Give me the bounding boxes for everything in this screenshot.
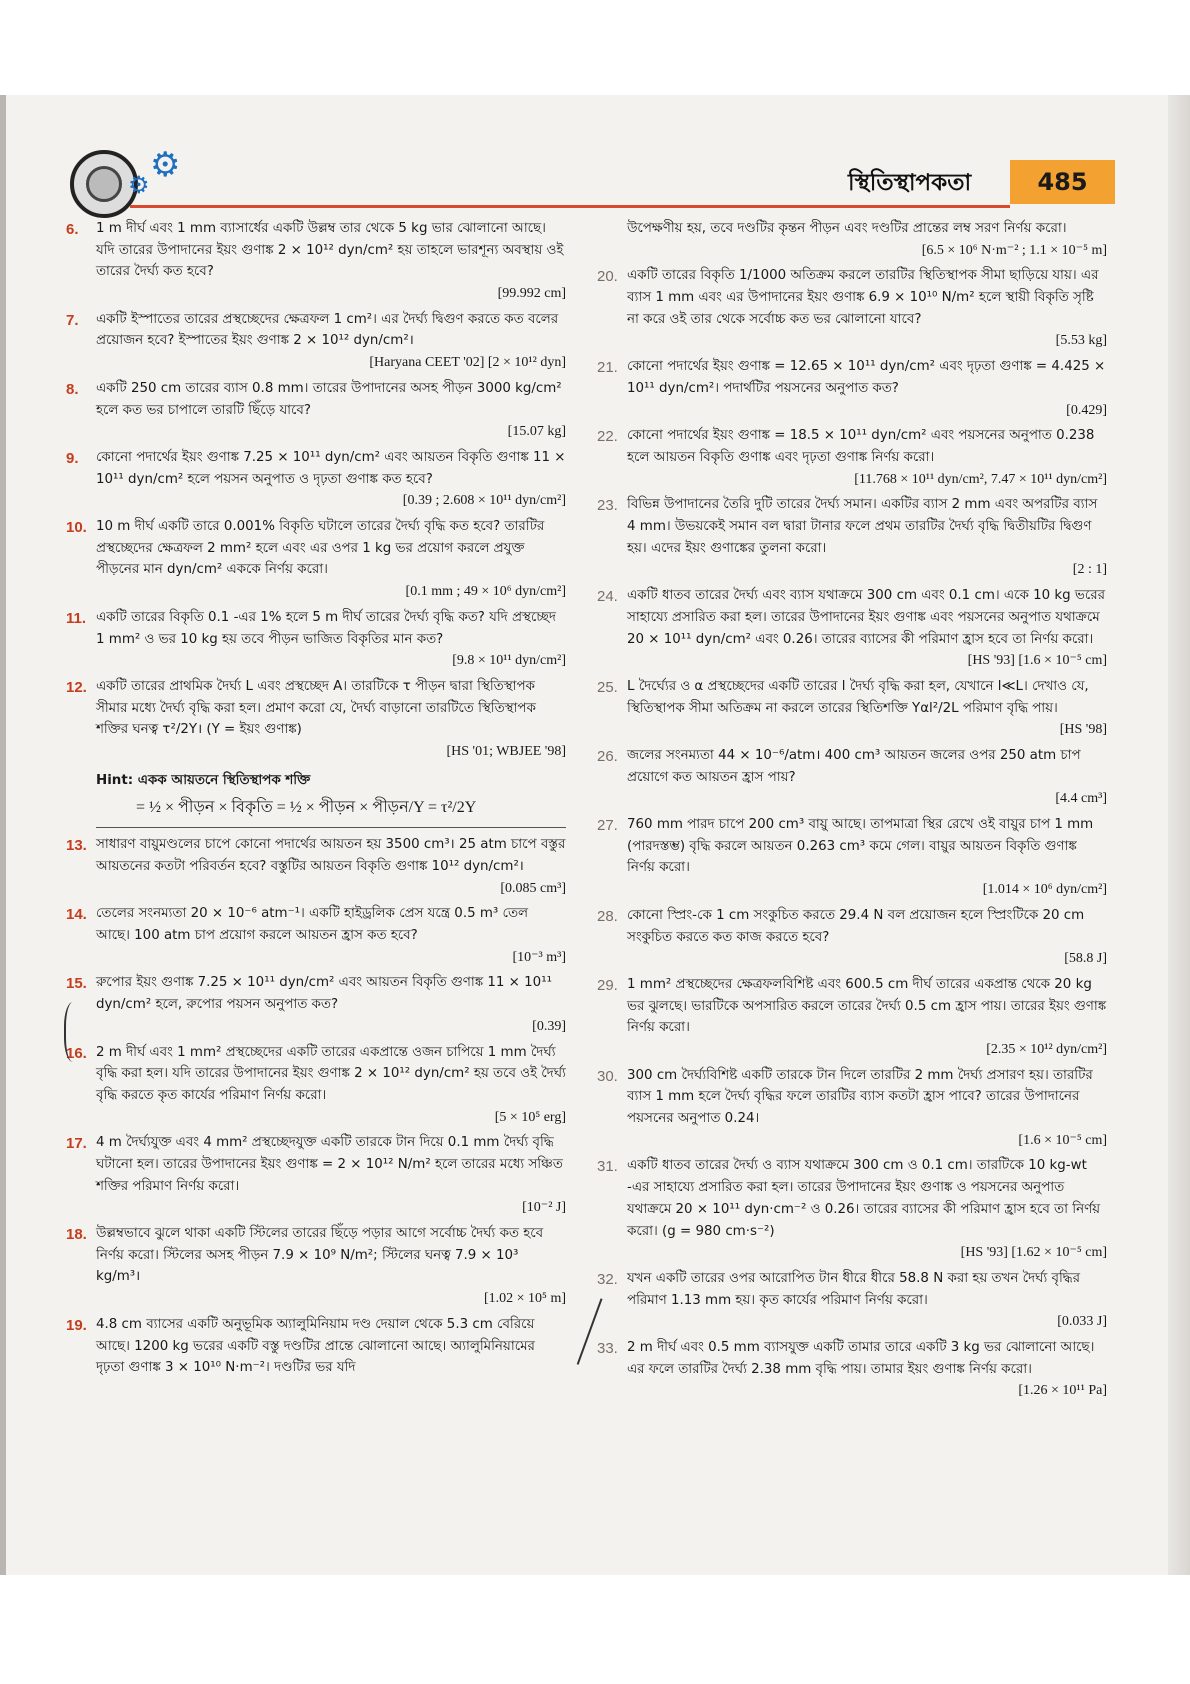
question-text: 2 m দীর্ঘ এবং 1 mm² প্রস্থচ্ছেদের একটি তারের একপ্রান্তে ওজন চাপিয়ে 1 mm দৈর্ঘ্য বৃদ্ধি করা হল। যদি তারের উপাদানের ইয়ং গুণাঙ্ক 2 × 10¹² dyn/cm² হয় তবে ওই দৈর্ঘ্য বৃদ্ধি করতে কৃত কার্যের পরিমাণ নির্ণয় করো।	[96, 1044, 566, 1103]
answer: [0.1 mm ; 49 × 10⁶ dyn/cm²]	[405, 584, 566, 600]
question-item	[66, 676, 566, 764]
question-number: 30.	[597, 1067, 618, 1085]
question-text: তেলের সংনম্যতা 20 × 10⁻⁶ atm⁻¹। একটি হাইড্রলিক প্রেস যন্ত্রে 0.5 m³ তেল আছে। 100 atm চাপ প্রয়োগ করলে আয়তন হ্রাস কত হবে?	[96, 906, 528, 944]
question-number: 15.	[66, 975, 87, 993]
hint-title: Hint: একক আয়তনে স্থিতিস্থাপক শক্তি	[96, 772, 311, 788]
question-text: L দৈর্ঘ্যের ও α প্রস্থচ্ছেদের একটি তারের l দৈর্ঘ্য বৃদ্ধি করা হল, যেখানে l≪L। দেখাও যে, স্থিতিস্থাপক সীমা অতিক্রম না করলে তারের স্থিতিশক্তি Yαl²/2L পরিমাণ বৃদ্ধি পায়।	[627, 678, 1089, 716]
question-item	[597, 1268, 1107, 1334]
answer: [11.768 × 10¹¹ dyn/cm², 7.47 × 10¹¹ dyn/cm²]	[854, 471, 1107, 487]
answer: [1.6 × 10⁻⁵ cm]	[1018, 1132, 1107, 1148]
question-item	[597, 905, 1107, 971]
question-item	[66, 218, 566, 306]
question-text: কোনো স্প্রিং-কে 1 cm সংকুচিত করতে 29.4 N বল প্রয়োজন হলে স্প্রিংটিকে 20 cm সংকুচিত করতে কত কাজ করতে হবে?	[627, 907, 1085, 945]
question-number: 16.	[66, 1044, 87, 1062]
right-column	[597, 218, 1107, 1406]
answer: [HS '01; WBJEE '98]	[446, 743, 566, 759]
question-item	[66, 1223, 566, 1311]
question-text: 10 m দীর্ঘ একটি তারে 0.001% বিকৃতি ঘটালে তারের দৈর্ঘ্য বৃদ্ধি কত হবে? তারটির প্রস্থচ্ছেদের ক্ষেত্রফল 2 mm² হলে এবং এর ওপর 1 kg ভর প্রয়োগ করলে প্রযুক্ত পীড়নের মান dyn/cm² এককে নির্ণয় করো।	[96, 519, 545, 578]
question-number: 7.	[66, 311, 79, 329]
answer: [HS '98]	[1059, 722, 1107, 738]
question-number: 22.	[597, 428, 618, 446]
question-item	[597, 1155, 1107, 1264]
page-number: 485	[1010, 160, 1115, 204]
question-text: 4.8 cm ব্যাসের একটি অনুভূমিক অ্যালুমিনিয়াম দণ্ড দেয়াল থেকে 5.3 cm বেরিয়ে আছে। 1200 kg ভরের একটি বস্তু দণ্ডটির প্রান্তে ঝোলানো আছে। অ্যালুমিনিয়ামের দৃঢ়তা গুণাঙ্ক 3 × 10¹⁰ N·m⁻²। দণ্ডটির ভর যদি	[96, 1316, 535, 1376]
question-number: 11.	[66, 609, 87, 627]
separator	[96, 827, 566, 828]
answer: [0.39]	[532, 1018, 566, 1034]
answer: [0.033 J]	[1057, 1314, 1107, 1330]
answer: [9.8 × 10¹¹ dyn/cm²]	[452, 653, 566, 669]
question-text: উল্লম্বভাবে ঝুলে থাকা একটি স্টিলের তারের ছিঁড়ে পড়ার আগে সর্বোচ্চ দৈর্ঘ্য কত হবে নির্ণয় করো। স্টিলের অসহ পীড়ন 7.9 × 10⁹ N/m²; স্টিলের ঘনত্ব 7.9 × 10³ kg/m³।	[96, 1226, 544, 1285]
hint-box	[96, 770, 566, 822]
page-edge	[1168, 95, 1190, 1575]
answer: [1.26 × 10¹¹ Pa]	[1018, 1383, 1107, 1399]
answer: [0.085 cm³]	[500, 880, 566, 896]
answer: [2.35 × 10¹² dyn/cm²]	[986, 1042, 1107, 1057]
answer: [5 × 10⁵ erg]	[494, 1109, 566, 1125]
answer: [4.4 cm³]	[1055, 791, 1107, 807]
question-number: 24.	[597, 588, 618, 606]
question-item	[66, 516, 566, 604]
answer: [10⁻³ m³]	[512, 949, 566, 965]
question-number: 18.	[66, 1226, 87, 1244]
question-text: 4 m দৈর্ঘ্যযুক্ত এবং 4 mm² প্রস্থচ্ছেদযুক্ত একটি তারকে টান দিয়ে 0.1 mm দৈর্ঘ্য বৃদ্ধি ঘটানো হল। তারের উপাদানের ইয়ং গুণাঙ্ক = 2 × 10¹² N/m² হলে তারের মধ্যে সঞ্চিত শক্তির পরিমাণ নির্ণয় করো।	[96, 1135, 563, 1194]
question-item	[597, 745, 1107, 811]
question-number: 10.	[66, 519, 87, 537]
question-text: একটি ধাতব তারের দৈর্ঘ্য এবং ব্যাস যথাক্রমে 300 cm এবং 0.1 cm। একে 10 kg ভরের সাহায্যে প্রসারিত করা হল। তারের উপাদানের ইয়ং গুণাঙ্ক এবং পয়সনের অনুপাত যথাক্রমে 20 × 10¹¹ dyn/cm² এবং 0.26। তারের ব্যাসের কী পরিমাণ হ্রাস হবে তা নির্ণয় করো।	[627, 588, 1105, 647]
question-item	[597, 218, 1107, 262]
question-number: 29.	[597, 976, 618, 994]
question-item	[597, 494, 1107, 582]
question-text: কোনো পদার্থের ইয়ং গুণাঙ্ক = 18.5 × 10¹¹ dyn/cm² এবং পয়সনের অনুপাত 0.238 হলে আয়তন বিকৃতি গুণাঙ্ক এবং দৃঢ়তা গুণাঙ্ক নির্ণয় করো।	[627, 428, 1095, 465]
answer: [99.992 cm]	[497, 286, 566, 302]
question-text: কোনো পদার্থের ইয়ং গুণাঙ্ক = 12.65 × 10¹¹ dyn/cm² এবং দৃঢ়তা গুণাঙ্ক = 4.425 × 10¹¹ dyn/cm²। পদার্থটির পয়সনের অনুপাত কত?	[627, 359, 1106, 396]
answer: [6.5 × 10⁶ N·m⁻² ; 1.1 × 10⁻⁵ m]	[921, 242, 1107, 258]
question-text: একটি ইস্পাতের তারের প্রস্থচ্ছেদের ক্ষেত্রফল 1 cm²। এর দৈর্ঘ্য দ্বিগুণ করতে কত বলের প্রয়োজন হবে? ইস্পাতের ইয়ং গুণাঙ্ক 2 × 10¹² dyn/cm²।	[96, 311, 559, 349]
chapter-title: স্থিতিস্থাপকতা	[848, 170, 972, 196]
question-number: 26.	[597, 747, 618, 765]
question-item	[66, 972, 566, 1038]
answer: [1.02 × 10⁵ m]	[484, 1291, 566, 1307]
answer: [2 : 1]	[1072, 562, 1107, 578]
answer: [5.53 kg]	[1055, 333, 1107, 349]
question-number: 23.	[597, 497, 618, 515]
question-text: একটি 250 cm তারের ব্যাস 0.8 mm। তারের উপাদানের অসহ পীড়ন 3000 kg/cm² হলে কত ভর চাপালে তারটি ছিঁড়ে যাবে?	[96, 380, 562, 418]
answer: [Haryana CEET '02] [2 × 10¹² dyn]	[369, 355, 566, 371]
small-gear-icon: ⚙	[128, 171, 150, 199]
answer: [1.014 × 10⁶ dyn/cm²]	[982, 882, 1107, 898]
question-item	[597, 356, 1107, 422]
question-text: যখন একটি তারের ওপর আরোপিত টান ধীরে ধীরে 58.8 N করা হয় তখন দৈর্ঘ্য বৃদ্ধির পরিমাণ 1.13 mm হয়। কৃত কার্যের পরিমাণ নির্ণয় করো।	[627, 1270, 1080, 1308]
question-item	[66, 834, 566, 900]
question-item	[597, 425, 1107, 491]
pencil-mark	[64, 1002, 86, 1062]
question-item	[597, 265, 1107, 353]
question-text: একটি তারের বিকৃতি 1/1000 অতিক্রম করলে তারটির স্থিতিস্থাপক সীমা ছাড়িয়ে যায়। এর ব্যাস 1 mm এবং এর উপাদানের ইয়ং গুণাঙ্ক 6.9 × 10¹⁰ N/m² হলে স্থায়ী বিকৃতি সৃষ্টি না করে ওই তার থেকে সর্বোচ্চ কত ভর ঝোলানো যাবে?	[627, 268, 1099, 327]
answer: [HS '93] [1.6 × 10⁻⁵ cm]	[967, 653, 1107, 669]
question-item	[66, 1132, 566, 1220]
question-number: 32.	[597, 1270, 618, 1288]
header-rule	[130, 205, 1010, 208]
question-item	[597, 974, 1107, 1062]
answer: [15.07 kg]	[507, 424, 566, 440]
question-text: একটি তারের প্রাথমিক দৈর্ঘ্য L এবং প্রস্থচ্ছেদ A। তারটিকে τ পীড়ন দ্বারা স্থিতিস্থাপক সীমার মধ্যে দৈর্ঘ্য বৃদ্ধি করা হল। প্রমাণ করো যে, দৈর্ঘ্য বাড়ানো তারটিতে স্থিতিস্থাপক শক্তির ঘনত্ব τ²/2Y। (Y = ইয়ং গুণাঙ্ক)	[96, 678, 536, 738]
question-text: 760 mm পারদ চাপে 200 cm³ বায়ু আছে। তাপমাত্রা স্থির রেখে ওই বায়ুর চাপ 1 mm (পারদস্তম্ভ) বৃদ্ধি করলে আয়তন 0.263 cm³ কমে গেল। বায়ুর আয়তন বিকৃতি গুণাঙ্ক নির্ণয় করো।	[627, 817, 1094, 876]
question-item	[66, 1042, 566, 1130]
answer: [10⁻² J]	[522, 1200, 566, 1216]
answer: [0.39 ; 2.608 × 10¹¹ dyn/cm²]	[402, 493, 566, 509]
question-number: 12.	[66, 678, 87, 696]
question-text: 1 mm² প্রস্থচ্ছেদের ক্ষেত্রফলবিশিষ্ট এবং 600.5 cm দীর্ঘ তারের একপ্রান্ত থেকে 20 kg ভর ঝুলছে। ভারটিকে অপসারিত করলে তারের দৈর্ঘ্য 0.5 cm হ্রাস পায়। তারের ইয়ং গুণাঙ্ক নির্ণয় করো।	[627, 976, 1107, 1036]
question-item	[66, 1314, 566, 1379]
question-text: কোনো পদার্থের ইয়ং গুণাঙ্ক 7.25 × 10¹¹ dyn/cm² এবং আয়তন বিকৃতি গুণাঙ্ক 11 × 10¹¹ dyn/cm² হলে পয়সন অনুপাত ও দৃঢ়তা গুণাঙ্ক কত হবে?	[96, 449, 566, 487]
question-text: 2 m দীর্ঘ এবং 0.5 mm ব্যাসযুক্ত একটি তামার তারে একটি 3 kg ভর ঝোলানো আছে। এর ফলে তারটির দৈর্ঘ্য 2.38 mm বৃদ্ধি পায়। তামার ইয়ং গুণাঙ্ক নির্ণয় করো।	[627, 1340, 1095, 1377]
question-text: সাধারণ বায়ুমণ্ডলের চাপে কোনো পদার্থের আয়তন হয় 3500 cm³। 25 atm চাপে বস্তুর আয়তনের কতটা পরিবর্তন হবে? বস্তুটির আয়তন বিকৃতি গুণাঙ্ক 10¹² dyn/cm²।	[96, 837, 566, 874]
hint-equation: = ½ × পীড়ন × বিকৃতি = ½ × পীড়ন × পীড়ন/Y = τ²/2Y	[136, 799, 477, 817]
question-number: 9.	[66, 449, 79, 467]
question-number: 21.	[597, 359, 618, 377]
question-text: একটি তারের বিকৃতি 0.1 -এর 1% হলে 5 m দীর্ঘ তারের দৈর্ঘ্য বৃদ্ধি কত? যদি প্রস্থচ্ছেদ 1 mm² ও ভর 10 kg হয় তবে পীড়ন ভাজিত বিকৃতির মান কত?	[96, 609, 556, 647]
question-item	[597, 1065, 1107, 1153]
question-item	[66, 607, 566, 673]
question-text: 300 cm দৈর্ঘ্যবিশিষ্ট একটি তারকে টান দিলে তারটির 2 mm দৈর্ঘ্য প্রসারণ হয়। তারটির ব্যাস 1 mm হলে দৈর্ঘ্য বৃদ্ধির ফলে তারটির ব্যাস কতটা হ্রাস পাবে? তারের উপাদানের পয়সনের অনুপাত 0.24।	[627, 1067, 1093, 1127]
question-text: জলের সংনম্যতা 44 × 10⁻⁶/atm। 400 cm³ আয়তন জলের ওপর 250 atm চাপ প্রয়োগে কত আয়তন হ্রাস পায়?	[627, 747, 1081, 785]
question-item	[66, 447, 566, 513]
question-number: 8.	[66, 380, 79, 398]
question-number: 6.	[66, 221, 79, 238]
question-number: 14.	[66, 906, 87, 924]
question-text: একটি ধাতব তারের দৈর্ঘ্য ও ব্যাস যথাক্রমে 300 cm ও 0.1 cm। তারটিকে 10 kg-wt -এর সাহায্যে প্রসারিত করা হল। তারের উপাদানের ইয়ং গুণাঙ্ক ও পয়সনের অনুপাত যথাক্রমে 20 × 10¹¹ dyn·cm⁻² ও 0.26। তারের ব্যাসের কী পরিমাণ হ্রাস হবে তা নির্ণয় করো। (g = 980 cm·s⁻²)	[627, 1158, 1101, 1239]
question-item	[66, 309, 566, 375]
question-number: 27.	[597, 817, 618, 835]
question-item	[597, 676, 1107, 742]
question-number: 25.	[597, 678, 618, 696]
question-text: রুপোর ইয়ং গুণাঙ্ক 7.25 × 10¹¹ dyn/cm² এবং আয়তন বিকৃতি গুণাঙ্ক 11 × 10¹¹ dyn/cm² হলে, রুপোর পয়সন অনুপাত কত?	[96, 975, 552, 1013]
question-number: 33.	[597, 1340, 618, 1358]
question-text: বিভিন্ন উপাদানের তৈরি দুটি তারের দৈর্ঘ্য সমান। একটির ব্যাস 2 mm এবং অপরটির ব্যাস 4 mm। উভয়কেই সমান বল দ্বারা টানার ফলে প্রথম তারটির দৈর্ঘ্য বৃদ্ধি দ্বিতীয়টির দ্বিগুণ হয়। এদের ইয়ং গুণাঙ্কের তুলনা করো।	[627, 497, 1098, 556]
answer: [58.8 J]	[1064, 951, 1107, 967]
question-item	[597, 1337, 1107, 1403]
left-column	[66, 218, 566, 1382]
question-number: 17.	[66, 1135, 87, 1153]
question-number: 28.	[597, 907, 618, 925]
question-number: 19.	[66, 1316, 87, 1334]
question-text: 1 m দীর্ঘ এবং 1 mm ব্যাসার্ধের একটি উল্লম্ব তার থেকে 5 kg ভার ঝোলানো আছে। যদি তারের উপাদানের ইয়ং গুণাঙ্ক 2 × 10¹² dyn/cm² হয় তাহলে ভারশূন্য অবস্থায় ওই তারের দৈর্ঘ্য কত হবে?	[96, 221, 564, 280]
question-number: 13.	[66, 837, 87, 855]
question-item	[597, 814, 1107, 902]
question-item	[597, 585, 1107, 673]
question-text: উপেক্ষণীয় হয়, তবে দণ্ডটির কৃন্তন পীড়ন এবং দণ্ডটির প্রান্তের লম্ব সরণ নির্ণয় করো।	[627, 221, 1067, 236]
question-item	[66, 903, 566, 969]
question-number: 31.	[597, 1158, 618, 1176]
question-item	[66, 378, 566, 444]
answer: [0.429]	[1066, 402, 1107, 418]
question-number: 20.	[597, 268, 618, 286]
large-gear-icon: ⚙	[150, 145, 181, 185]
answer: [HS '93] [1.62 × 10⁻⁵ cm]	[960, 1245, 1107, 1261]
